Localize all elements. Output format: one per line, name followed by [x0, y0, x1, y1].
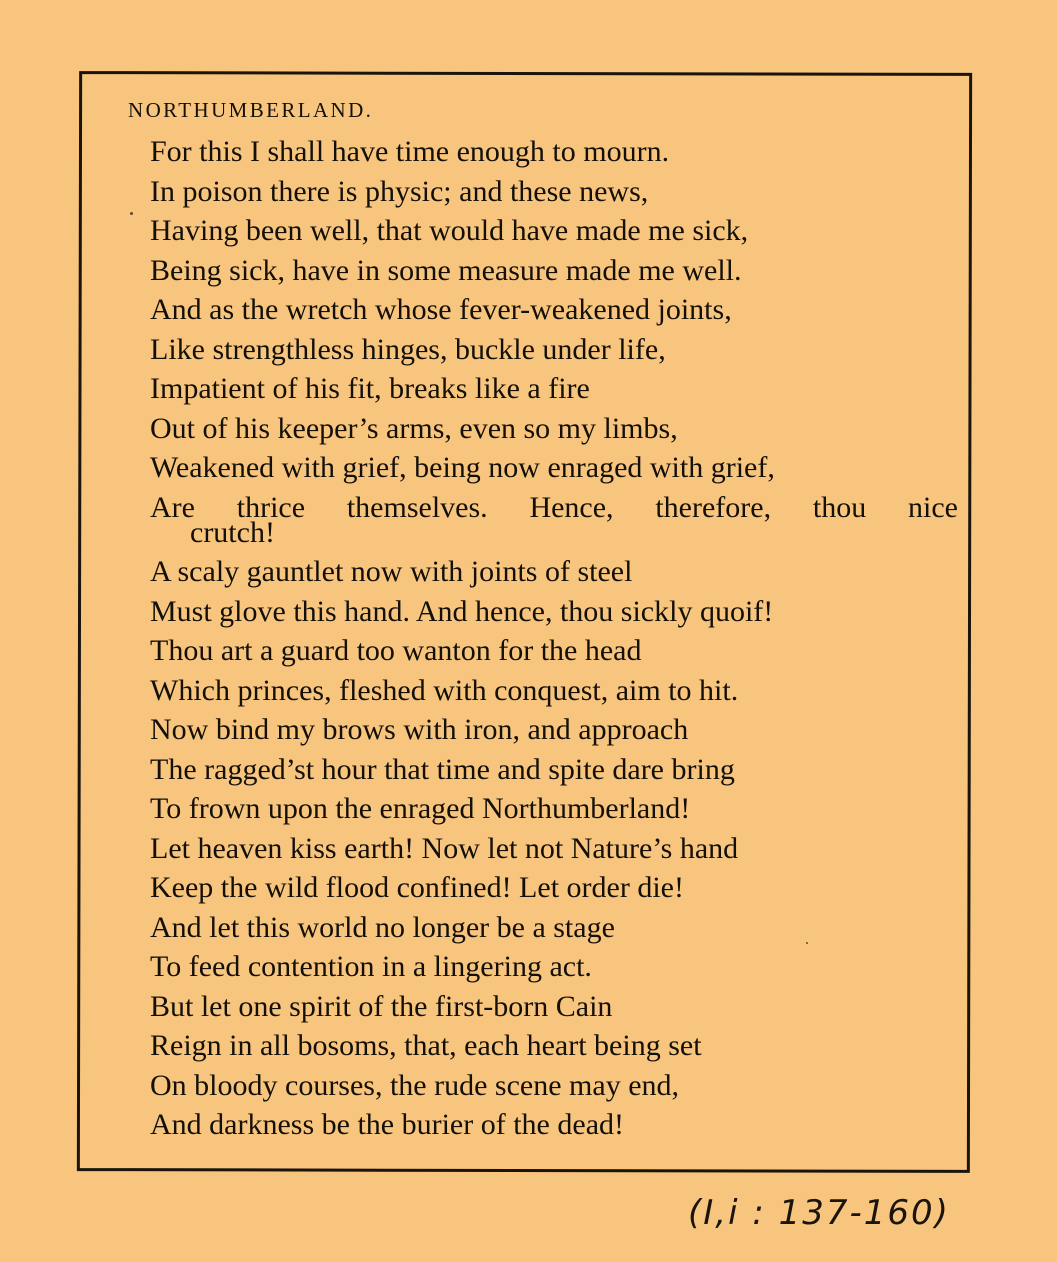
- verse-line: To feed contention in a lingering act.: [150, 950, 592, 983]
- verse-line: Impatient of his fit, breaks like a fire: [150, 372, 590, 405]
- verse-line: Out of his keeper’s arms, even so my limbs,: [150, 411, 678, 445]
- verse-line: Thou art a guard too wanton for the head: [150, 634, 642, 667]
- verse-line: And as the wretch whose fever-weakened joints,: [150, 293, 732, 326]
- verse-block: [150, 132, 968, 1145]
- verse-line: Weakened with grief, being now enraged with grief,: [150, 451, 775, 484]
- verse-line: In poison there is physic; and these news,: [150, 174, 649, 208]
- handwritten-citation: (I,i : 137-160): [688, 1193, 950, 1233]
- verse-line: Keep the wild flood confined! Let order die!: [150, 871, 684, 904]
- verse-line: To frown upon the enraged Northumberland!: [150, 792, 691, 825]
- verse-word: Are: [150, 490, 195, 524]
- verse-word: therefore,: [655, 490, 772, 524]
- verse-line: For this I shall have time enough to mourn.: [150, 135, 670, 168]
- verse-word: thrice: [236, 490, 306, 524]
- verse-line: A scaly gauntlet now with joints of steel: [150, 555, 633, 588]
- verse-line: And darkness be the burier of the dead!: [150, 1108, 624, 1141]
- verse-word: Hence,: [529, 490, 614, 524]
- verse-line: The ragged’st hour that time and spite dare bring: [150, 752, 735, 786]
- verse-line: Like strengthless hinges, buckle under life,: [150, 332, 666, 366]
- verse-line: Being sick, have in some measure made me well.: [150, 253, 742, 287]
- ink-speck: [130, 212, 133, 215]
- verse-line: Having been well, that would have made me sick,: [150, 214, 749, 247]
- verse-line: But let one spirit of the first-born Cain: [150, 989, 613, 1023]
- verse-line: Which princes, fleshed with conquest, aim to hit.: [150, 673, 739, 707]
- verse-line: On bloody courses, the rude scene may end,: [150, 1068, 680, 1102]
- verse-line: Now bind my brows with iron, and approach: [150, 713, 689, 746]
- speaker-name: NORTHUMBERLAND.: [128, 98, 374, 122]
- verse-word: themselves.: [346, 490, 488, 524]
- verse-word: thou: [812, 490, 867, 524]
- verse-line: Must glove this hand. And hence, thou sickly quoif!: [150, 594, 774, 628]
- verse-word: nice: [908, 490, 958, 524]
- ink-speck: [806, 942, 808, 944]
- verse-line: Let heaven kiss earth! Now let not Nature’s hand: [150, 831, 739, 865]
- verse-line: Reign in all bosoms, that, each heart being set: [150, 1029, 702, 1062]
- verse-line: And let this world no longer be a stage: [150, 910, 615, 944]
- verse-line-continuation: crutch!: [190, 516, 275, 549]
